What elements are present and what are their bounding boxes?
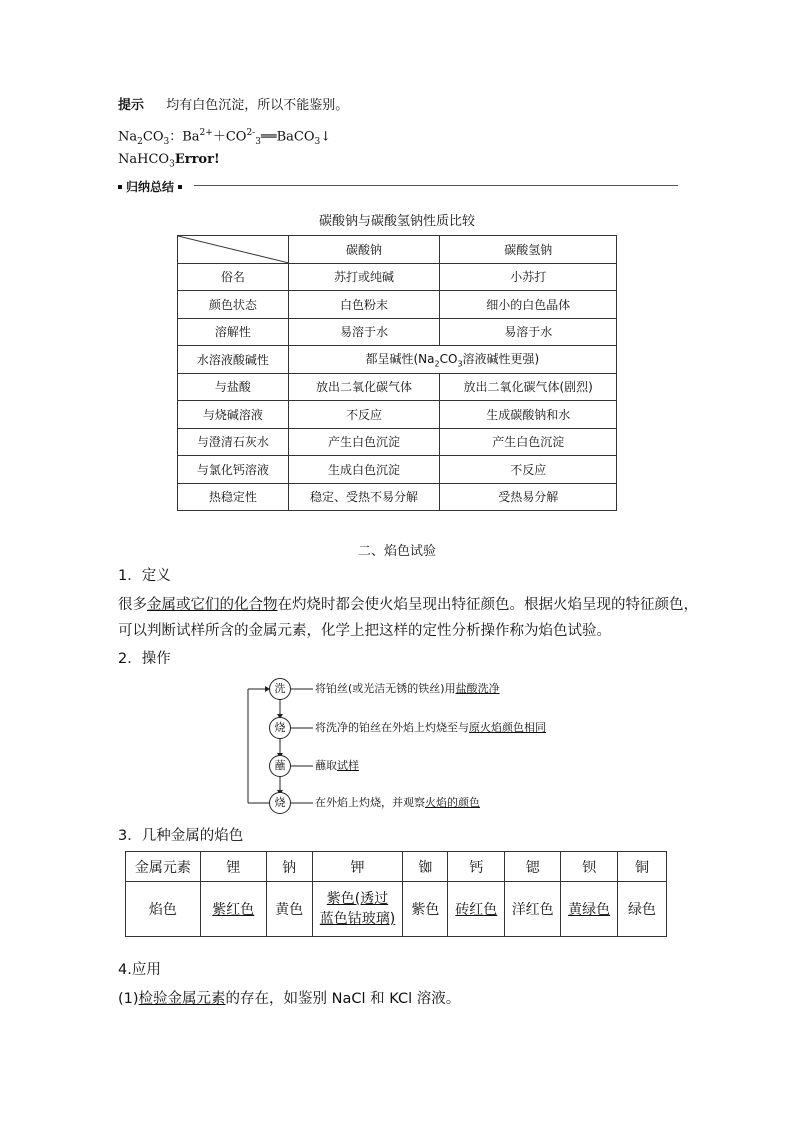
sodium-flame: 黄色 (266, 882, 312, 937)
table-row: 俗名 苏打或纯碱 小苏打 (178, 263, 617, 291)
table-header-row (178, 236, 617, 264)
application-heading: 4.应用 (118, 962, 161, 978)
hint-line (118, 97, 348, 115)
header-nahco3: 碳酸氢钠 (440, 236, 617, 264)
step-burn-node: 烧 (269, 717, 291, 739)
step-dip-node: 蘸 (269, 755, 291, 777)
operation-heading: 2．操作 (118, 651, 171, 667)
diagonal-line (178, 236, 289, 263)
table-row-alkalinity: 水溶液酸碱性 都呈碱性($Na_2CO_3$溶液碱性更强) (178, 346, 617, 374)
hint-text: 均有白色沉淀，所以不能鉴别。 (166, 98, 349, 113)
definition-paragraph-2: 可以判断试样所含的金属元素，化学上把这样的定性分析操作称为焰色试验。 (118, 623, 611, 639)
diagonal-header-cell (178, 236, 289, 264)
application-paragraph: (1)检验金属元素的存在，如鉴别 NaCl 和 KCl 溶液。 (118, 991, 461, 1007)
step-burn-observe-node: 烧 (269, 792, 291, 814)
step-observe-text: 在外焰上灼烧，并观察火焰的颜色 (315, 796, 480, 809)
table-row: 颜色状态 白色粉末 细小的白色晶体 (178, 291, 617, 319)
copper-flame: 绿色 (618, 882, 667, 937)
operation-flow-diagram (240, 678, 580, 818)
section-title: 二、焰色试验 (357, 544, 436, 559)
step-wash-node: 洗 (269, 678, 291, 700)
bullet-square-icon (118, 185, 122, 189)
error-text: Error! (174, 152, 220, 167)
underlined-term: 金属或它们的化合物 (147, 597, 278, 613)
definition-heading: 1．定义 (118, 568, 171, 584)
bullet-square-icon (178, 185, 182, 189)
table-row: 与氯化钙溶液 生成白色沉淀 不反应 (178, 456, 617, 484)
table-row: 与澄清石灰水 产生白色沉淀 产生白色沉淀 (178, 428, 617, 456)
comparison-title: 碳酸钠与碳酸氢钠性质比较 (318, 214, 475, 229)
alkalinity-cell: 都呈碱性($Na_2CO_3$溶液碱性更强) (288, 346, 616, 374)
flame-colors-table (125, 851, 667, 937)
heading-rule (194, 185, 678, 186)
strontium-flame: 洋红色 (505, 882, 561, 937)
header-na2co3: 碳酸钠 (288, 236, 440, 264)
comparison-table (177, 235, 617, 511)
rubidium-flame: 紫色 (403, 882, 448, 937)
lithium-flame: 紫红色 (212, 902, 255, 918)
table-row: 溶解性 易溶于水 易溶于水 (178, 318, 617, 346)
potassium-flame: 紫色(透过 蓝色钴玻璃) (312, 882, 403, 937)
step-dip-text: 蘸取试样 (315, 759, 359, 772)
flame-header-row: 金属元素 锂 钠 钾 铷 钙 锶 钡 铜 (126, 852, 667, 882)
step-burn-text: 将洗净的铂丝在外焰上灼烧至与原火焰颜色相同 (315, 721, 546, 734)
calcium-flame: 砖红色 (455, 902, 498, 918)
table-row: 热稳定性 稳定、受热不易分解 受热易分解 (178, 483, 617, 511)
table-row: 与烧碱溶液 不反应 生成碳酸钠和水 (178, 401, 617, 429)
equation-nahco3: NaHCO$_3$Error! (118, 152, 220, 170)
definition-paragraph-1: 很多金属或它们的化合物在灼烧时都会使火焰呈现出特征颜色。根据火焰呈现的特征颜色， (118, 597, 698, 613)
flame-color-row: 焰色 紫红色 黄色 紫色(透过 蓝色钴玻璃) 紫色 砖红色 洋红色 黄绿色 绿色 (126, 882, 667, 937)
equation-na2co3: $Na_2CO_3$：$Ba^{2+}+CO^{2-}_3══BaCO_3↓$ (118, 128, 332, 147)
table-row: 与盐酸 放出二氧化碳气体 放出二氧化碳气体(剧烈) (178, 373, 617, 401)
barium-flame: 黄绿色 (568, 902, 611, 918)
hint-label: 提示 (118, 98, 145, 113)
step-wash-text: 将铂丝(或光洁无锈的铁丝)用盐酸洗净 (315, 682, 500, 695)
summary-heading: 归纳总结 (118, 176, 678, 194)
flame-colors-heading: 3．几种金属的焰色 (118, 828, 244, 844)
